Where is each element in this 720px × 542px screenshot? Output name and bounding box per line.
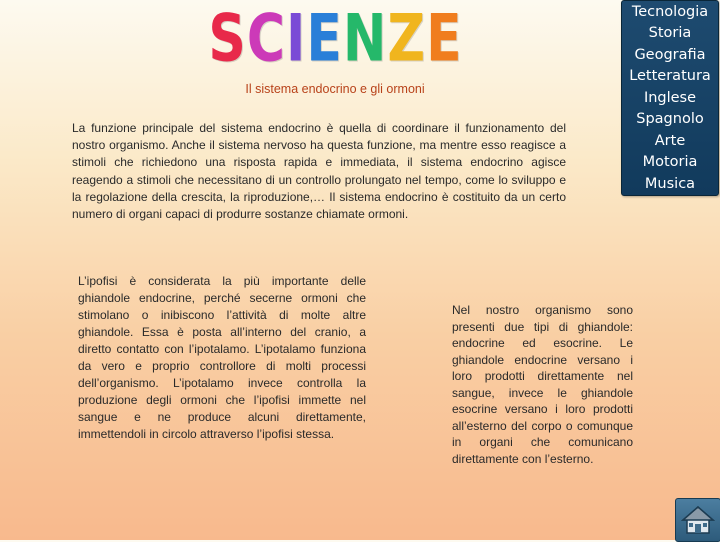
title-letter: I: [285, 1, 307, 77]
title-letter: E: [306, 1, 343, 77]
page-subtitle: Il sistema endocrino e gli ormoni: [245, 82, 425, 96]
menu-item-storia[interactable]: Storia: [648, 25, 692, 42]
home-button[interactable]: [675, 498, 720, 542]
home-icon: [681, 505, 715, 535]
intro-paragraph: La funzione principale del sistema endocrino è quella di coordinare il funzionamento del nostro organismo. Anche il sistema nervoso ha questa funzione, ma mentre esso reagisce a stimoli che richiedono una risposta rapida e immediata, il sistema endocrino agisce reagendo a stimoli che necessitano di un controllo prolungato nel tempo, come lo sviluppo e la regolazione della crescita, la riproduzione,… Il sistema endocrino è costituito da un certo numero di organi capaci di produrre sostanze chiamate ormoni.: [72, 121, 566, 222]
page-title: [208, 1, 463, 77]
menu-item-musica[interactable]: Musica: [644, 176, 696, 193]
title-letter: N: [342, 1, 388, 77]
menu-item-letteratura[interactable]: Letteratura: [629, 68, 711, 85]
title-letter: E: [426, 1, 463, 77]
title-letter: Z: [387, 1, 427, 77]
menu-item-geografia[interactable]: Geografia: [634, 46, 706, 63]
title-letter: C: [246, 1, 286, 77]
gland-types-paragraph: Nel nostro organismo sono presenti due tipi di ghiandole: endocrine ed esocrine. Le ghiandole endocrine versano i loro prodotti direttamente nel sangue, invece le ghiandole esocrine versano i loro prodotti all’esterno del corpo o comunque in organi che comunicano direttamente con l’esterno.: [452, 303, 633, 466]
title-letter: S: [208, 1, 247, 77]
menu-item-arte[interactable]: Arte: [654, 132, 686, 149]
pituitary-paragraph: L’ipofisi è considerata la più importante delle ghiandole endocrine, perché secerne ormoni che stimolano o inibiscono l’attività di molte altre ghiandole. Essa è posta all’interno del cranio, a diretto contatto con l’ipotalamo. L’ipotalamo funziona da vero e proprio controllore di molti processi dell’organismo. L’ipotalamo invece controlla la produzione degli ormoni che l’ipofisi immette nel sangue e ne produce alcuni direttamente, immettendoli in circolo attraverso l’ipofisi stessa.: [78, 274, 366, 441]
menu-item-tecnologia[interactable]: Tecnologia: [631, 3, 709, 20]
subject-menu: [621, 0, 719, 196]
menu-item-spagnolo[interactable]: Spagnolo: [636, 111, 704, 128]
menu-item-motoria[interactable]: Motoria: [642, 154, 698, 171]
menu-item-inglese[interactable]: Inglese: [643, 89, 697, 106]
